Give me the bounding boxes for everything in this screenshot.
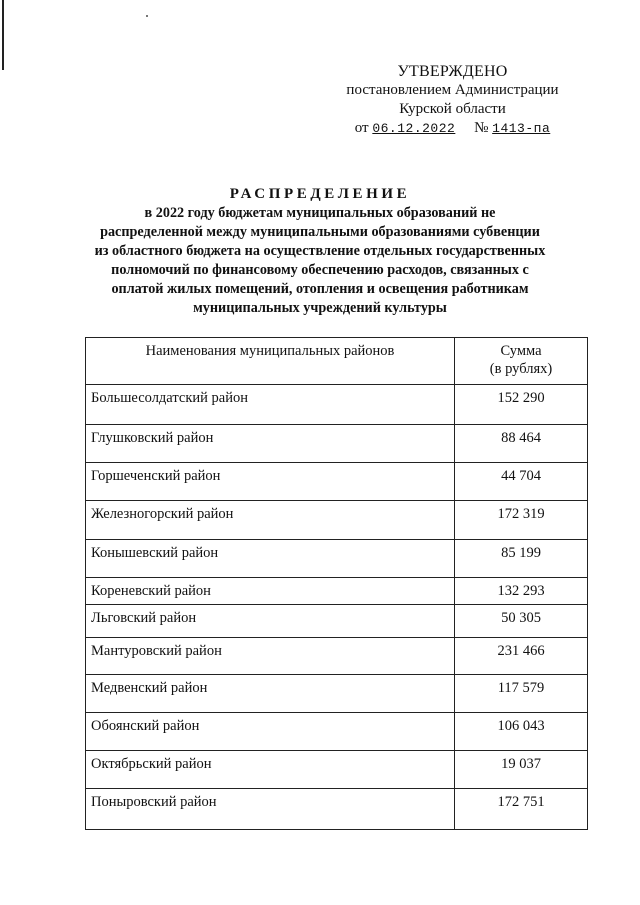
decree-number: 1413-па bbox=[492, 121, 551, 136]
district-amount: 132 293 bbox=[455, 578, 588, 605]
table-row bbox=[86, 789, 588, 830]
title-line: распределенной между муниципальными образованиями субвенции bbox=[100, 224, 540, 240]
header-amount-line1: Сумма bbox=[500, 343, 542, 359]
district-name: Конышевский район bbox=[86, 540, 455, 578]
title-line: в 2022 году бюджетам муниципальных образований не bbox=[144, 205, 496, 221]
district-name: Льговский район bbox=[86, 605, 455, 638]
district-name: Мантуровский район bbox=[86, 638, 455, 675]
district-amount: 231 466 bbox=[455, 638, 588, 675]
district-name: Медвенский район bbox=[86, 675, 455, 713]
approval-block bbox=[340, 62, 565, 138]
table-row bbox=[86, 463, 588, 501]
district-amount: 50 305 bbox=[455, 605, 588, 638]
header-amount-line2: (в рублях) bbox=[489, 361, 553, 377]
district-name: Большесолдатский район bbox=[86, 385, 455, 425]
district-amount: 88 464 bbox=[455, 425, 588, 463]
approval-heading: УТВЕРЖДЕНО bbox=[397, 63, 508, 80]
table-row bbox=[86, 425, 588, 463]
approval-date-line bbox=[340, 119, 565, 138]
district-name: Горшеченский район bbox=[86, 463, 455, 501]
decree-date: 06.12.2022 bbox=[372, 121, 456, 136]
title-line: оплатой жилых помещений, отопления и освещения работникам bbox=[111, 281, 529, 297]
table-row bbox=[86, 713, 588, 751]
table-row bbox=[86, 501, 588, 540]
approval-region: Курской области bbox=[399, 101, 506, 117]
district-amount: 117 579 bbox=[455, 675, 588, 713]
title-main: РАСПРЕДЕЛЕНИЕ bbox=[229, 186, 411, 202]
title-line: из областного бюджета на осуществление отдельных государственных bbox=[94, 243, 546, 259]
table-header-row bbox=[86, 338, 588, 385]
header-amount bbox=[455, 338, 588, 385]
scan-speck bbox=[146, 15, 148, 17]
district-amount: 44 704 bbox=[455, 463, 588, 501]
approval-decree: постановлением Администрации bbox=[346, 82, 559, 98]
table-row bbox=[86, 638, 588, 675]
district-name: Поныровский район bbox=[86, 789, 455, 830]
title-line: муниципальных учреждений культуры bbox=[193, 300, 447, 316]
distribution-table bbox=[85, 337, 588, 830]
title-line: полномочий по финансовому обеспечению расходов, связанных с bbox=[111, 262, 529, 278]
header-name: Наименования муниципальных районов bbox=[86, 338, 455, 385]
table-row bbox=[86, 605, 588, 638]
table-row bbox=[86, 385, 588, 425]
district-name: Обоянский район bbox=[86, 713, 455, 751]
district-name: Кореневский район bbox=[86, 578, 455, 605]
document-title bbox=[60, 184, 580, 318]
table-row bbox=[86, 675, 588, 713]
district-name: Глушковский район bbox=[86, 425, 455, 463]
from-label: от bbox=[354, 120, 369, 136]
table-row bbox=[86, 751, 588, 789]
table-row bbox=[86, 578, 588, 605]
number-label: № bbox=[474, 120, 489, 136]
scan-edge-mark bbox=[2, 0, 4, 70]
district-amount: 172 751 bbox=[455, 789, 588, 830]
district-amount: 106 043 bbox=[455, 713, 588, 751]
district-amount: 152 290 bbox=[455, 385, 588, 425]
district-name: Октябрьский район bbox=[86, 751, 455, 789]
district-amount: 172 319 bbox=[455, 501, 588, 540]
table-row bbox=[86, 540, 588, 578]
district-name: Железногорский район bbox=[86, 501, 455, 540]
district-amount: 85 199 bbox=[455, 540, 588, 578]
district-amount: 19 037 bbox=[455, 751, 588, 789]
